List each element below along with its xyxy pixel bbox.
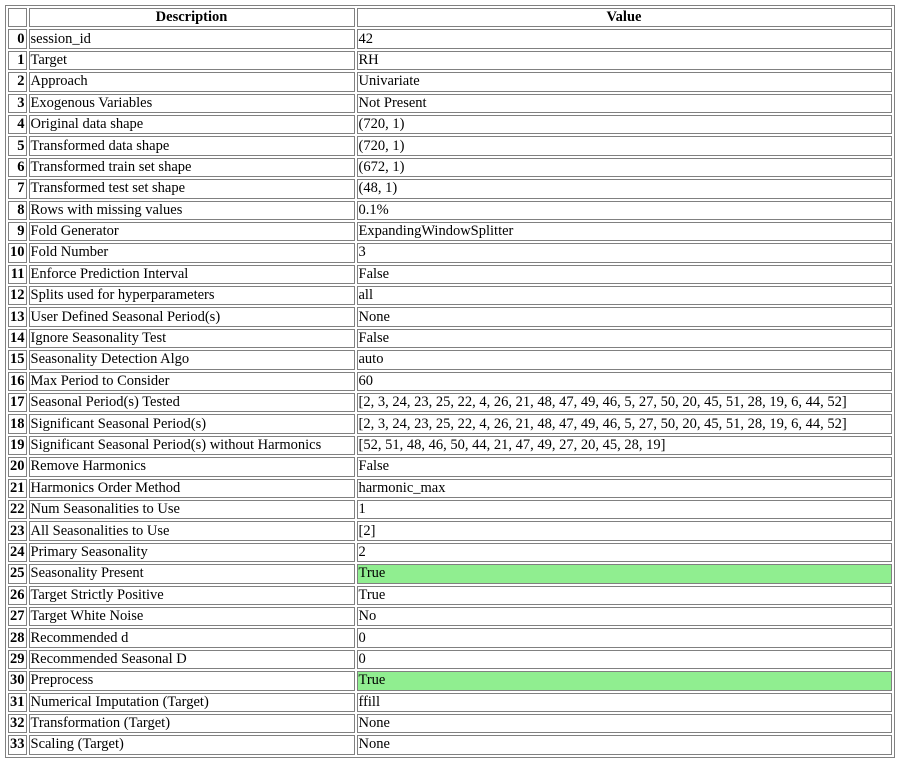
row-index: 12	[8, 286, 27, 305]
setup-summary-table	[5, 5, 895, 758]
row-index: 27	[8, 607, 27, 626]
row-index: 30	[8, 671, 27, 690]
row-value: ffill	[357, 693, 892, 712]
table-row	[8, 735, 892, 754]
table-row	[8, 650, 892, 669]
row-description: Significant Seasonal Period(s) without Harmonics	[29, 436, 355, 455]
row-description: Num Seasonalities to Use	[29, 500, 355, 519]
row-index: 1	[8, 51, 27, 70]
table-row	[8, 393, 892, 412]
row-index: 7	[8, 179, 27, 198]
row-description: Transformed test set shape	[29, 179, 355, 198]
table-row	[8, 586, 892, 605]
row-value: 0.1%	[357, 201, 892, 220]
row-index: 6	[8, 158, 27, 177]
row-index: 11	[8, 265, 27, 284]
row-description: Target Strictly Positive	[29, 586, 355, 605]
row-value: False	[357, 457, 892, 476]
row-value: [2]	[357, 521, 892, 540]
table-row	[8, 693, 892, 712]
table-row	[8, 115, 892, 134]
row-description: Numerical Imputation (Target)	[29, 693, 355, 712]
row-value: 42	[357, 29, 892, 48]
table-row	[8, 350, 892, 369]
row-index: 2	[8, 72, 27, 91]
setup-summary-container	[5, 5, 895, 758]
row-description: Recommended d	[29, 628, 355, 647]
row-value: Not Present	[357, 94, 892, 113]
row-value: 60	[357, 372, 892, 391]
row-value: No	[357, 607, 892, 626]
row-index: 26	[8, 586, 27, 605]
row-value: [2, 3, 24, 23, 25, 22, 4, 26, 21, 48, 47, 49, 46, 5, 27, 50, 20, 45, 51, 28, 19, 6, 44, 52]	[357, 393, 892, 412]
row-description: Original data shape	[29, 115, 355, 134]
row-value: False	[357, 329, 892, 348]
row-description: Exogenous Variables	[29, 94, 355, 113]
row-description: Approach	[29, 72, 355, 91]
row-index: 8	[8, 201, 27, 220]
row-index: 32	[8, 714, 27, 733]
row-index: 0	[8, 29, 27, 48]
row-index: 19	[8, 436, 27, 455]
row-description: Scaling (Target)	[29, 735, 355, 754]
row-description: Preprocess	[29, 671, 355, 690]
row-description: Recommended Seasonal D	[29, 650, 355, 669]
row-value: ExpandingWindowSplitter	[357, 222, 892, 241]
table-header	[8, 8, 892, 27]
table-row	[8, 628, 892, 647]
table-row	[8, 500, 892, 519]
row-description: Seasonality Detection Algo	[29, 350, 355, 369]
row-value: RH	[357, 51, 892, 70]
table-body	[8, 29, 892, 754]
table-row	[8, 521, 892, 540]
row-index: 17	[8, 393, 27, 412]
header-row	[8, 8, 892, 27]
table-row	[8, 179, 892, 198]
header-index	[8, 8, 27, 27]
table-row	[8, 457, 892, 476]
table-row	[8, 286, 892, 305]
row-index: 18	[8, 414, 27, 433]
row-value: (720, 1)	[357, 115, 892, 134]
table-row	[8, 414, 892, 433]
row-value: 2	[357, 543, 892, 562]
row-description: Harmonics Order Method	[29, 479, 355, 498]
row-description: Target White Noise	[29, 607, 355, 626]
table-row	[8, 564, 892, 583]
row-description: Max Period to Consider	[29, 372, 355, 391]
row-value: 1	[357, 500, 892, 519]
row-index: 21	[8, 479, 27, 498]
row-index: 16	[8, 372, 27, 391]
row-index: 15	[8, 350, 27, 369]
row-description: Remove Harmonics	[29, 457, 355, 476]
table-row	[8, 158, 892, 177]
row-index: 28	[8, 628, 27, 647]
table-row	[8, 265, 892, 284]
row-index: 5	[8, 136, 27, 155]
row-description: Fold Generator	[29, 222, 355, 241]
table-row	[8, 307, 892, 326]
row-value: None	[357, 735, 892, 754]
row-description: User Defined Seasonal Period(s)	[29, 307, 355, 326]
row-description: Ignore Seasonality Test	[29, 329, 355, 348]
row-index: 10	[8, 243, 27, 262]
row-index: 20	[8, 457, 27, 476]
row-description: Transformed data shape	[29, 136, 355, 155]
row-value: (48, 1)	[357, 179, 892, 198]
row-index: 13	[8, 307, 27, 326]
row-value: 3	[357, 243, 892, 262]
table-row	[8, 671, 892, 690]
table-row	[8, 94, 892, 113]
row-index: 22	[8, 500, 27, 519]
table-row	[8, 72, 892, 91]
table-row	[8, 29, 892, 48]
row-index: 31	[8, 693, 27, 712]
row-value: None	[357, 714, 892, 733]
table-row	[8, 607, 892, 626]
row-value-highlighted: True	[357, 564, 892, 583]
table-row	[8, 136, 892, 155]
row-value: (720, 1)	[357, 136, 892, 155]
row-value: 0	[357, 650, 892, 669]
table-row	[8, 51, 892, 70]
row-description: Fold Number	[29, 243, 355, 262]
header-description: Description	[29, 8, 355, 27]
row-index: 3	[8, 94, 27, 113]
row-value: [2, 3, 24, 23, 25, 22, 4, 26, 21, 48, 47, 49, 46, 5, 27, 50, 20, 45, 51, 28, 19, 6, 44, 52]	[357, 414, 892, 433]
row-value: True	[357, 586, 892, 605]
row-description: session_id	[29, 29, 355, 48]
row-description: Rows with missing values	[29, 201, 355, 220]
row-value: Univariate	[357, 72, 892, 91]
row-value: (672, 1)	[357, 158, 892, 177]
row-index: 24	[8, 543, 27, 562]
row-description: Seasonal Period(s) Tested	[29, 393, 355, 412]
row-description: Significant Seasonal Period(s)	[29, 414, 355, 433]
header-value: Value	[357, 8, 892, 27]
row-index: 33	[8, 735, 27, 754]
row-index: 23	[8, 521, 27, 540]
row-index: 29	[8, 650, 27, 669]
row-description: Splits used for hyperparameters	[29, 286, 355, 305]
row-description: Enforce Prediction Interval	[29, 265, 355, 284]
table-row	[8, 543, 892, 562]
table-row	[8, 329, 892, 348]
row-value: False	[357, 265, 892, 284]
table-row	[8, 201, 892, 220]
table-row	[8, 243, 892, 262]
row-description: Transformed train set shape	[29, 158, 355, 177]
row-index: 4	[8, 115, 27, 134]
row-description: Target	[29, 51, 355, 70]
row-value-highlighted: True	[357, 671, 892, 690]
row-value: all	[357, 286, 892, 305]
table-row	[8, 222, 892, 241]
row-description: All Seasonalities to Use	[29, 521, 355, 540]
row-value: harmonic_max	[357, 479, 892, 498]
row-value: [52, 51, 48, 46, 50, 44, 21, 47, 49, 27, 20, 45, 28, 19]	[357, 436, 892, 455]
row-value: None	[357, 307, 892, 326]
row-description: Transformation (Target)	[29, 714, 355, 733]
table-row	[8, 372, 892, 391]
row-value: 0	[357, 628, 892, 647]
row-index: 25	[8, 564, 27, 583]
row-description: Primary Seasonality	[29, 543, 355, 562]
table-row	[8, 479, 892, 498]
table-row	[8, 436, 892, 455]
row-value: auto	[357, 350, 892, 369]
row-description: Seasonality Present	[29, 564, 355, 583]
row-index: 14	[8, 329, 27, 348]
row-index: 9	[8, 222, 27, 241]
